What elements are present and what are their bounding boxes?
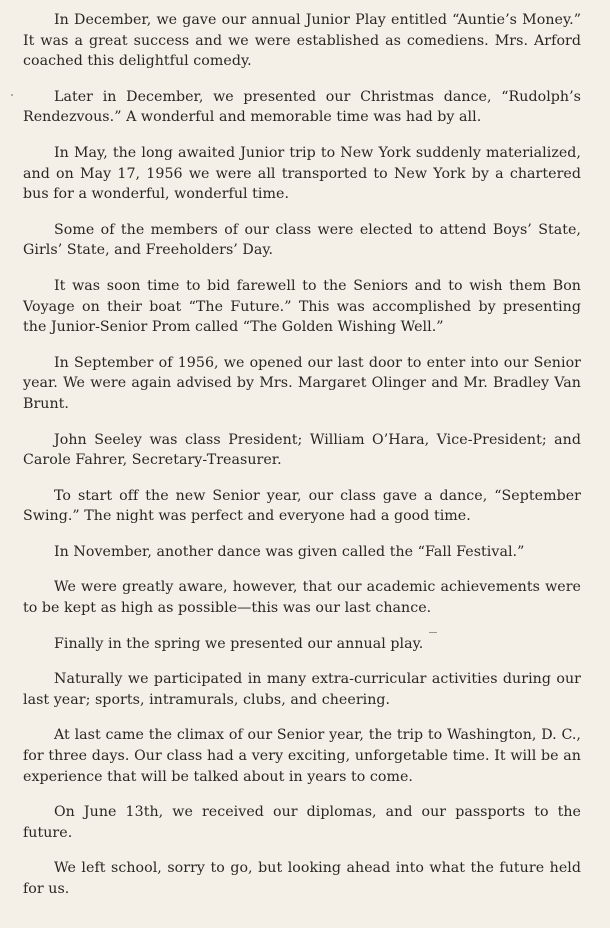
paragraph-annual-play: Finally in the spring we presented our annual play. xyxy=(54,635,424,652)
paragraph-senior-year-start: In September of 1956, we opened our last door to enter into our Senior year. We were again advised by Mrs. Margaret Olinger and Mr. Bradley Van Brunt. xyxy=(23,354,581,412)
paragraph-fall-festival: In November, another dance was given called the “Fall Festival.” xyxy=(54,543,525,560)
paragraph-september-swing: To start off the new Senior year, our class gave a dance, “September Swing.” The night was perfect and everyone had a good time. xyxy=(23,487,581,525)
paragraph-new-york-trip: In May, the long awaited Junior trip to New York suddenly materialized, and on May 17, 1956 we were all transported to New York by a chartered bus for a wonderful, wonderful time. xyxy=(23,144,581,203)
body-text xyxy=(23,10,581,900)
paragraph-junior-play: In December, we gave our annual Junior Play entitled “Auntie’s Money.” It was a great success and we were established as comediens. Mrs. Arford coached this delightful comedy. xyxy=(23,12,581,70)
paragraph-academic-achievements: We were greatly aware, however, that our academic achievements were to be kept as high as possible—this was our last chance. xyxy=(23,579,581,617)
paragraph-junior-senior-prom: It was soon time to bid farewell to the Seniors and to wish them Bon Voyage on their boat “The Future.” This was accomplished by presenting the Junior-Senior Prom called “The Golden Wishing Well.” xyxy=(23,277,581,336)
paragraph-diplomas: On June 13th, we received our diplomas, and our passports to the future. xyxy=(23,804,581,841)
paragraph-class-officers: John Seeley was class President; William O’Hara, Vice-President; and Carole Fahrer, Secretary-Treasurer. xyxy=(23,431,581,469)
paragraph-left-school: We left school, sorry to go, but looking ahead into what the future held for us. xyxy=(23,860,581,897)
paper-speck xyxy=(11,94,13,96)
paragraph-washington-trip: At last came the climax of our Senior year, the trip to Washington, D. C., for three days. Our class had a very exciting, unforgetable time. It will be an experience that will be talked about in years to come. xyxy=(23,727,581,785)
paragraph-activities: Naturally we participated in many extra-curricular activities during our last year; sports, intramurals, clubs, and cheering. xyxy=(23,671,581,708)
paper-mark xyxy=(429,632,437,633)
paragraph-christmas-dance: Later in December, we presented our Christmas dance, “Rudolph’s Rendezvous.” A wonderful and memorable time was had by all. xyxy=(23,88,581,126)
paragraph-boys-girls-state: Some of the members of our class were elected to attend Boys’ State, Girls’ State, and Freeholders’ Day. xyxy=(23,221,581,259)
